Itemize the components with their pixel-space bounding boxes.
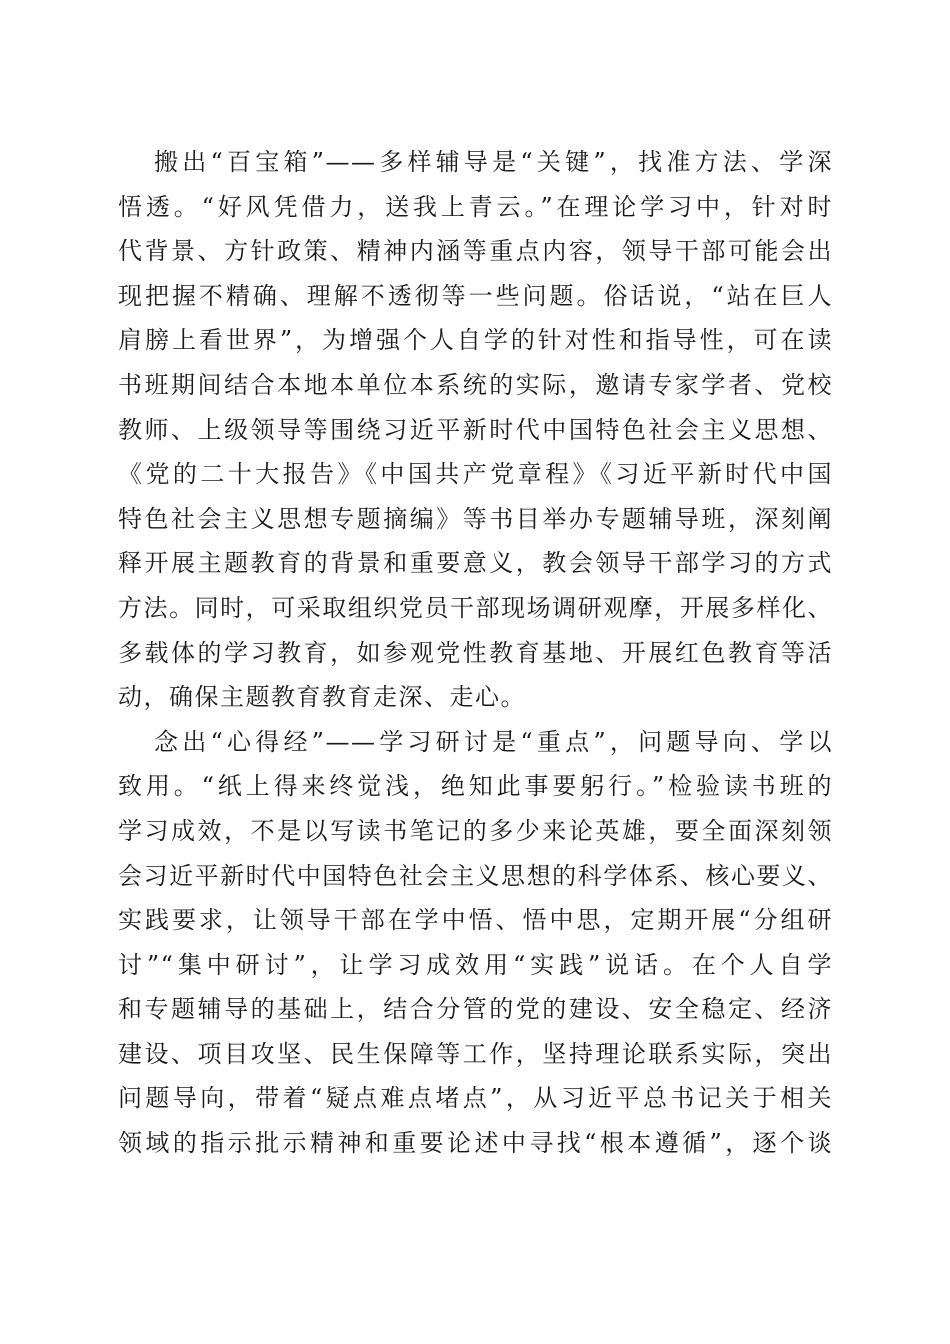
paragraph-line: 释开展主题教育的背景和重要意义，教会领导干部学习的方式 (118, 549, 833, 578)
paragraph-line: 搬出“百宝箱”——多样辅导是“关键”，找准方法、学深 (154, 148, 833, 176)
paragraph-line: 问题导向，带着“疑点难点堵点”，从习近平总书记关于相关 (118, 1084, 833, 1113)
paragraph-line: 实践要求，让领导干部在学中悟、悟中思，定期开展“分组研 (118, 906, 833, 935)
paragraph-line: 现把握不精确、理解不透彻等一些问题。俗话说，“站在巨人 (118, 281, 833, 310)
paragraph-line: 领域的指示批示精神和重要论述中寻找“根本遵循”，逐个谈 (118, 1129, 833, 1158)
paragraph-line: 会习近平新时代中国特色社会主义思想的科学体系、核心要义、 (118, 861, 833, 890)
paragraph-line: 方法。同时，可采取组织党员干部现场调研观摩，开展多样化、 (118, 593, 833, 622)
paragraph-line: 动，确保主题教育教育走深、走心。 (118, 683, 526, 712)
paragraph-1 (118, 140, 833, 720)
paragraph-line: 建设、项目攻坚、民生保障等工作，坚持理论联系实际，突出 (118, 1039, 833, 1068)
paragraph-line: 悟透。“好风凭借力，送我上青云。”在理论学习中，针对时 (118, 192, 833, 221)
paragraph-line: 书班期间结合本地本单位本系统的实际，邀请专家学者、党校 (118, 370, 833, 399)
paragraph-line: 念出“心得经”——学习研讨是“重点”，问题导向、学以 (154, 727, 833, 756)
paragraph-line: 讨”“集中研讨”，让学习成效用“实践”说话。在个人自学 (118, 950, 833, 979)
paragraph-line: 多载体的学习教育，如参观党性教育基地、开展红色教育等活 (118, 638, 833, 667)
paragraph-line: 致用。“纸上得来终觉浅，绝知此事要躬行。”检验读书班的 (118, 772, 833, 801)
paragraph-line: 《党的二十大报告》《中国共产党章程》《习近平新时代中国 (118, 460, 833, 489)
paragraph-line: 肩膀上看世界”，为增强个人自学的针对性和指导性，可在读 (118, 326, 833, 355)
paragraph-2 (118, 720, 833, 1166)
paragraph-line: 特色社会主义思想专题摘编》等书目举办专题辅导班，深刻阐 (118, 504, 833, 533)
paragraph-line: 学习成效，不是以写读书笔记的多少来论英雄，要全面深刻领 (118, 816, 833, 845)
paragraph-line: 和专题辅导的基础上，结合分管的党的建设、安全稳定、经济 (118, 995, 833, 1024)
paragraph-line: 教师、上级领导等围绕习近平新时代中国特色社会主义思想、 (118, 415, 833, 444)
document-body (118, 140, 833, 1166)
paragraph-line: 代背景、方针政策、精神内涵等重点内容，领导干部可能会出 (118, 237, 833, 266)
